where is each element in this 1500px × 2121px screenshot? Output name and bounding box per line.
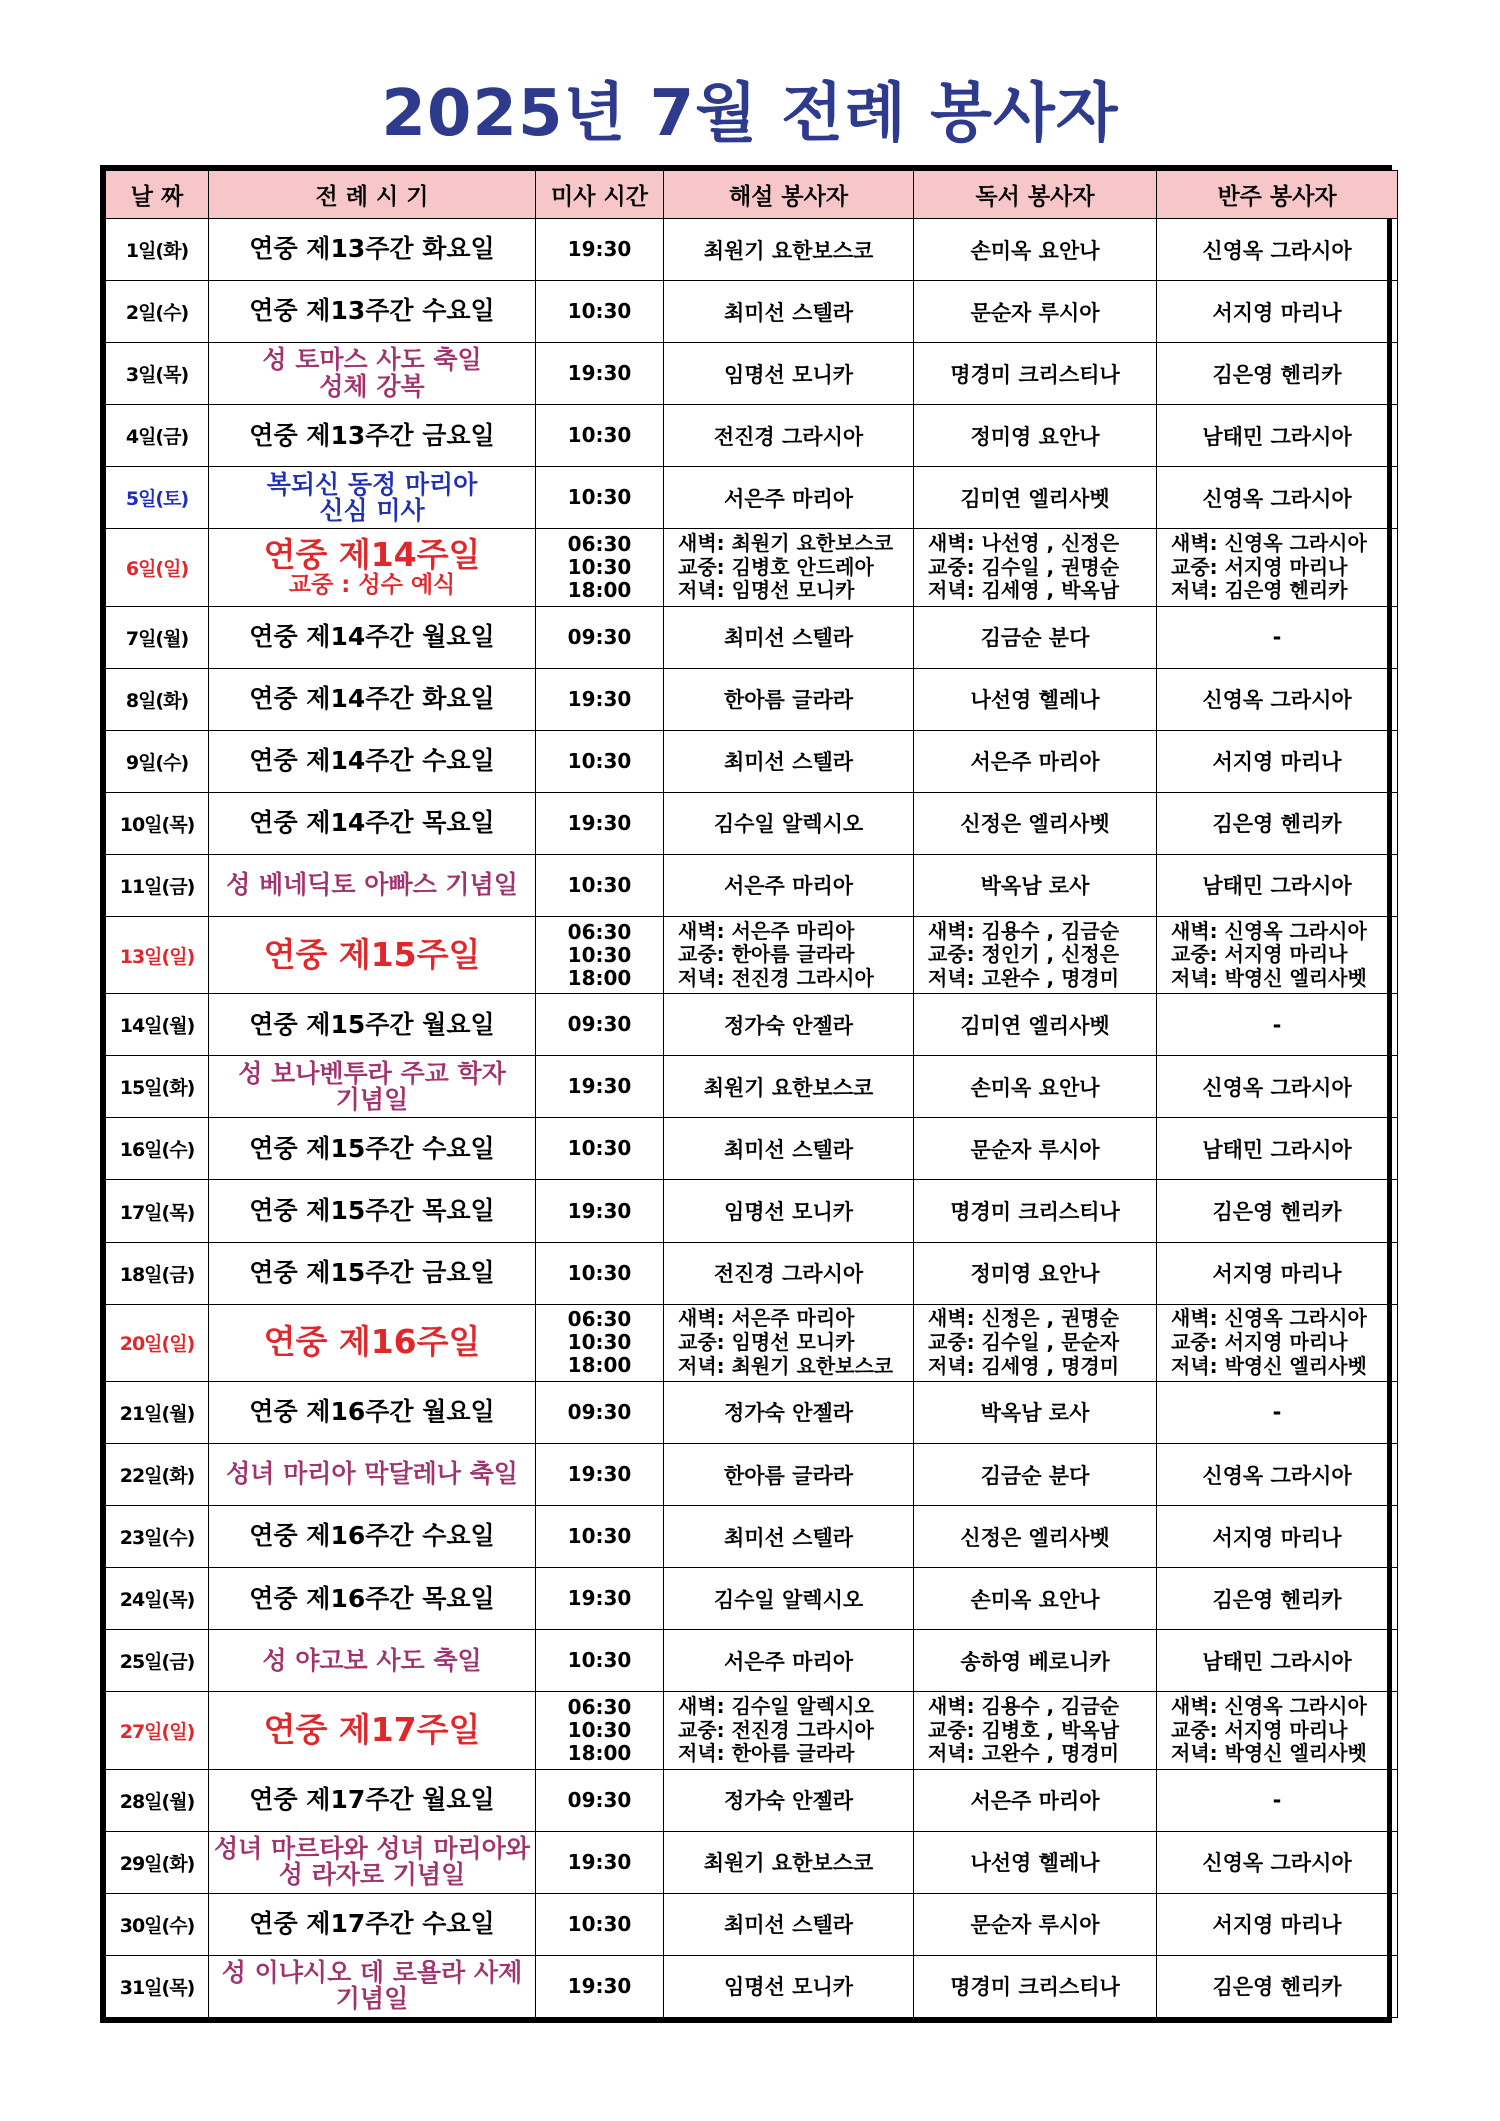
accompaniment-cell [1157,529,1398,606]
time-cell: 10:30 [536,1118,664,1180]
season-line: 성 이냐시오 데 로욜라 사제 [221,1958,523,1988]
commentary-cell: 서은주 마리아 [664,467,914,529]
reading-line: 저녁: 김세영 , 박옥남 [928,578,1120,603]
accompaniment-line: 교중: 서지영 마리나 [1171,942,1348,967]
header-season: 전 례 시 기 [209,171,536,219]
date-cell: 15일(화) [106,1056,209,1118]
reading-cell: 김금순 분다 [914,1443,1157,1505]
date-cell: 31일(목) [106,1955,209,2017]
commentary-line: 교중: 김병호 안드레아 [678,554,874,579]
commentary-line: 저녁: 최원기 요한보스코 [678,1353,894,1378]
header-row [106,171,1398,219]
season-line: 복되신 동정 마리아 [266,469,478,499]
date-cell: 2일(수) [106,281,209,343]
date-cell: 29일(화) [106,1831,209,1893]
time-line: 18:00 [567,1740,632,1765]
reading-cell: 문순자 루시아 [914,1893,1157,1955]
season-cell [209,916,536,993]
season-cell: 연중 제13주간 화요일 [209,219,536,281]
time-cell: 19:30 [536,1955,664,2017]
season-cell [209,1692,536,1769]
date-cell: 24일(목) [106,1568,209,1630]
reading-line: 새벽: 나선영 , 신정은 [928,531,1120,556]
commentary-cell [664,1304,914,1381]
reading-cell: 박옥남 로사 [914,854,1157,916]
time-cell: 19:30 [536,668,664,730]
reading-cell: 신정은 엘리사벳 [914,792,1157,854]
time-cell: 10:30 [536,1506,664,1568]
reading-cell [914,529,1157,606]
commentary-line: 새벽: 서은주 마리아 [678,1306,855,1331]
accompaniment-line: 저녁: 박영신 엘리사벳 [1171,965,1367,990]
time-cell: 10:30 [536,730,664,792]
date-cell: 30일(수) [106,1893,209,1955]
commentary-cell: 정가숙 안젤라 [664,1381,914,1443]
commentary-line: 저녁: 한아름 글라라 [678,1741,855,1766]
reading-cell: 명경미 크리스티나 [914,1955,1157,2017]
commentary-line: 새벽: 최원기 요한보스코 [678,531,894,556]
date-cell: 3일(목) [106,343,209,405]
commentary-cell: 최미선 스텔라 [664,1118,914,1180]
table-row [106,1056,1398,1118]
commentary-cell: 김수일 알렉시오 [664,792,914,854]
time-cell: 19:30 [536,1443,664,1505]
reading-cell: 나선영 헬레나 [914,1831,1157,1893]
time-cell: 10:30 [536,1630,664,1692]
table-row [106,1955,1398,2017]
commentary-cell: 최미선 스텔라 [664,1506,914,1568]
table-row [106,1831,1398,1893]
season-line: 성 보나벤투라 주교 학자 [238,1058,506,1088]
time-line: 10:30 [567,1717,632,1742]
commentary-line: 교중: 전진경 그라시아 [678,1717,874,1742]
reading-line: 교중: 김병호 , 박옥남 [928,1717,1120,1742]
time-line: 10:30 [567,942,632,967]
accompaniment-cell: 김은영 헨리카 [1157,343,1398,405]
time-cell [536,529,664,606]
reading-cell: 신정은 엘리사벳 [914,1506,1157,1568]
season-line: 신심 미사 [319,495,425,525]
commentary-cell: 최미선 스텔라 [664,281,914,343]
season-cell: 연중 제15주간 수요일 [209,1118,536,1180]
time-cell [536,1692,664,1769]
commentary-line: 저녁: 전진경 그라시아 [678,965,874,990]
table-row [106,343,1398,405]
reading-cell: 명경미 크리스티나 [914,343,1157,405]
reading-cell: 김미연 엘리사벳 [914,467,1157,529]
accompaniment-line: 저녁: 박영신 엘리사벳 [1171,1741,1367,1766]
date-cell: 5일(토) [106,467,209,529]
season-cell [209,343,536,405]
date-cell: 18일(금) [106,1242,209,1304]
accompaniment-cell: - [1157,1769,1398,1831]
commentary-cell [664,916,914,993]
season-cell: 연중 제13주간 수요일 [209,281,536,343]
time-cell: 10:30 [536,281,664,343]
reading-cell: 정미영 요안나 [914,405,1157,467]
table-row [106,1443,1398,1505]
commentary-cell: 최미선 스텔라 [664,606,914,668]
date-cell: 21일(월) [106,1381,209,1443]
table-row [106,467,1398,529]
table-row [106,792,1398,854]
time-line: 06:30 [567,1307,632,1332]
time-line: 06:30 [567,919,632,944]
season-main: 연중 제17주일 [263,1710,481,1750]
time-cell: 09:30 [536,606,664,668]
header-accompaniment: 반주 봉사자 [1157,171,1398,219]
commentary-cell: 한아름 글라라 [664,1443,914,1505]
table-row [106,405,1398,467]
table-row [106,1568,1398,1630]
season-cell: 연중 제13주간 금요일 [209,405,536,467]
season-cell: 연중 제15주간 월요일 [209,994,536,1056]
reading-cell: 서은주 마리아 [914,1769,1157,1831]
table-row-sunday [106,916,1398,993]
accompaniment-cell: 신영옥 그라시아 [1157,219,1398,281]
commentary-line: 저녁: 임명선 모니카 [678,578,855,603]
table-row-sunday [106,1692,1398,1769]
accompaniment-cell: - [1157,1381,1398,1443]
reading-cell [914,916,1157,993]
accompaniment-line: 교중: 서지영 마리나 [1171,554,1348,579]
date-cell: 14일(월) [106,994,209,1056]
reading-line: 교중: 정인기 , 신정은 [928,942,1120,967]
date-cell: 11일(금) [106,854,209,916]
time-cell: 10:30 [536,405,664,467]
time-cell: 19:30 [536,1831,664,1893]
reading-line: 새벽: 김용수 , 김금순 [928,1694,1120,1718]
date-cell: 22일(화) [106,1443,209,1505]
reading-line: 교중: 김수일 , 권명순 [928,554,1120,579]
table-row [106,1769,1398,1831]
commentary-line: 새벽: 김수일 알렉시오 [678,1694,874,1718]
commentary-cell: 서은주 마리아 [664,854,914,916]
table-row [106,1180,1398,1242]
accompaniment-cell: 신영옥 그라시아 [1157,668,1398,730]
season-line: 기념일 [335,1984,409,2014]
reading-line: 교중: 김수일 , 문순자 [928,1329,1120,1354]
reading-line: 새벽: 신정은 , 권명순 [928,1306,1120,1331]
time-cell: 19:30 [536,1180,664,1242]
accompaniment-line: 새벽: 신영옥 그라시아 [1171,1306,1367,1331]
reading-cell: 김금순 분다 [914,606,1157,668]
reading-cell: 문순자 루시아 [914,1118,1157,1180]
reading-cell: 명경미 크리스티나 [914,1180,1157,1242]
table-row [106,854,1398,916]
time-cell: 09:30 [536,1381,664,1443]
table-row [106,1893,1398,1955]
accompaniment-cell: 서지영 마리나 [1157,281,1398,343]
accompaniment-line: 저녁: 김은영 헨리카 [1171,578,1348,603]
reading-cell [914,1692,1157,1769]
date-cell: 9일(수) [106,730,209,792]
date-cell: 8일(화) [106,668,209,730]
page-title: 2025년 7월 전례 봉사자 [381,77,1119,151]
accompaniment-cell: 김은영 헨리카 [1157,792,1398,854]
commentary-cell: 임명선 모니카 [664,1955,914,2017]
commentary-cell: 정가숙 안젤라 [664,994,914,1056]
commentary-cell: 최미선 스텔라 [664,730,914,792]
date-cell: 1일(화) [106,219,209,281]
table-row [106,668,1398,730]
accompaniment-cell: - [1157,994,1398,1056]
commentary-cell [664,1692,914,1769]
commentary-cell: 김수일 알렉시오 [664,1568,914,1630]
reading-cell: 손미옥 요안나 [914,1568,1157,1630]
season-cell: 연중 제14주간 화요일 [209,668,536,730]
reading-line: 저녁: 고완수 , 명경미 [928,965,1120,990]
header-commentary: 해설 봉사자 [664,171,914,219]
date-cell: 23일(수) [106,1506,209,1568]
reading-cell: 정미영 요안나 [914,1242,1157,1304]
header-time: 미사 시간 [536,171,664,219]
header-reading: 독서 봉사자 [914,171,1157,219]
season-line: 성 라자로 기념일 [278,1860,466,1890]
accompaniment-cell: 김은영 헨리카 [1157,1568,1398,1630]
accompaniment-line: 새벽: 신영옥 그라시아 [1171,531,1367,556]
time-cell: 10:30 [536,1242,664,1304]
time-line: 10:30 [567,1330,632,1355]
season-cell [209,1304,536,1381]
commentary-cell: 임명선 모니카 [664,343,914,405]
reading-cell: 김미연 엘리사벳 [914,994,1157,1056]
schedule-table-frame [100,165,1392,2023]
season-cell: 성 야고보 사도 축일 [209,1630,536,1692]
accompaniment-cell: 남태민 그라시아 [1157,1118,1398,1180]
accompaniment-cell: - [1157,606,1398,668]
accompaniment-line: 새벽: 신영옥 그라시아 [1171,1694,1367,1718]
season-cell [209,1056,536,1118]
reading-cell: 송하영 베로니카 [914,1630,1157,1692]
date-cell: 4일(금) [106,405,209,467]
season-cell [209,1955,536,2017]
accompaniment-cell: 신영옥 그라시아 [1157,1831,1398,1893]
commentary-line: 교중: 한아름 글라라 [678,942,855,967]
time-cell: 10:30 [536,854,664,916]
time-line: 18:00 [567,965,632,990]
commentary-cell: 한아름 글라라 [664,668,914,730]
season-cell: 연중 제14주간 수요일 [209,730,536,792]
time-line: 06:30 [567,1694,632,1719]
season-cell: 연중 제17주간 월요일 [209,1769,536,1831]
commentary-cell: 전진경 그라시아 [664,1242,914,1304]
date-cell: 17일(목) [106,1180,209,1242]
date-cell: 16일(수) [106,1118,209,1180]
season-main: 연중 제16주일 [263,1322,481,1362]
reading-line: 저녁: 고완수 , 명경미 [928,1741,1120,1766]
time-cell: 10:30 [536,467,664,529]
reading-line: 새벽: 김용수 , 김금순 [928,918,1120,943]
reading-cell: 나선영 헬레나 [914,668,1157,730]
season-cell: 연중 제15주간 금요일 [209,1242,536,1304]
season-cell: 연중 제14주간 월요일 [209,606,536,668]
time-cell: 19:30 [536,1568,664,1630]
commentary-cell: 최원기 요한보스코 [664,219,914,281]
season-cell [209,1831,536,1893]
table-row [106,1630,1398,1692]
accompaniment-cell [1157,916,1398,993]
accompaniment-cell: 서지영 마리나 [1157,730,1398,792]
commentary-line: 교중: 임명선 모니카 [678,1329,855,1354]
date-cell: 10일(목) [106,792,209,854]
season-main: 연중 제15주일 [263,934,481,974]
date-cell: 28일(월) [106,1769,209,1831]
table-row [106,1118,1398,1180]
time-cell: 19:30 [536,792,664,854]
header-date: 날 짜 [106,171,209,219]
season-cell: 연중 제15주간 목요일 [209,1180,536,1242]
reading-cell: 문순자 루시아 [914,281,1157,343]
date-cell: 13일(일) [106,916,209,993]
season-cell: 연중 제16주간 월요일 [209,1381,536,1443]
commentary-cell [664,529,914,606]
reading-line: 저녁: 김세영 , 명경미 [928,1353,1120,1378]
accompaniment-cell: 신영옥 그라시아 [1157,1056,1398,1118]
table-row [106,1381,1398,1443]
accompaniment-cell: 서지영 마리나 [1157,1242,1398,1304]
accompaniment-cell: 남태민 그라시아 [1157,1630,1398,1692]
season-main: 연중 제14주일 [263,535,481,575]
time-line: 06:30 [567,531,632,556]
accompaniment-line: 저녁: 박영신 엘리사벳 [1171,1353,1367,1378]
time-cell: 09:30 [536,1769,664,1831]
commentary-cell: 서은주 마리아 [664,1630,914,1692]
time-line: 10:30 [567,554,632,579]
season-line: 성체 강복 [319,371,425,401]
table-row [106,730,1398,792]
accompaniment-cell: 김은영 헨리카 [1157,1955,1398,2017]
date-cell: 25일(금) [106,1630,209,1692]
season-line: 기념일 [335,1084,409,1114]
accompaniment-cell: 서지영 마리나 [1157,1506,1398,1568]
season-cell: 성 베네딕토 아빠스 기념일 [209,854,536,916]
table-row-sunday [106,1304,1398,1381]
season-cell: 연중 제17주간 수요일 [209,1893,536,1955]
accompaniment-line: 교중: 서지영 마리나 [1171,1329,1348,1354]
table-row [106,219,1398,281]
accompaniment-cell [1157,1692,1398,1769]
season-sub: 교중 : 성수 예식 [288,571,456,598]
table-row [106,1506,1398,1568]
reading-cell: 서은주 마리아 [914,730,1157,792]
commentary-cell: 정가숙 안젤라 [664,1769,914,1831]
reading-cell: 손미옥 요안나 [914,1056,1157,1118]
commentary-cell: 임명선 모니카 [664,1180,914,1242]
time-cell [536,916,664,993]
accompaniment-cell [1157,1304,1398,1381]
table-row [106,281,1398,343]
date-cell: 7일(월) [106,606,209,668]
accompaniment-cell: 신영옥 그라시아 [1157,1443,1398,1505]
date-cell: 6일(일) [106,529,209,606]
commentary-cell: 전진경 그라시아 [664,405,914,467]
reading-cell: 박옥남 로사 [914,1381,1157,1443]
season-line: 성 토마스 사도 축일 [262,345,482,375]
accompaniment-cell: 신영옥 그라시아 [1157,467,1398,529]
table-row [106,994,1398,1056]
table-row [106,1242,1398,1304]
season-cell: 연중 제16주간 수요일 [209,1506,536,1568]
accompaniment-line: 새벽: 신영옥 그라시아 [1171,918,1367,943]
commentary-cell: 최미선 스텔라 [664,1893,914,1955]
time-cell: 19:30 [536,1056,664,1118]
time-cell: 19:30 [536,343,664,405]
season-cell [209,529,536,606]
time-line: 18:00 [567,1353,632,1378]
time-cell [536,1304,664,1381]
season-cell: 연중 제14주간 목요일 [209,792,536,854]
reading-cell: 손미옥 요안나 [914,219,1157,281]
date-cell: 27일(일) [106,1692,209,1769]
season-cell: 연중 제16주간 목요일 [209,1568,536,1630]
commentary-cell: 최원기 요한보스코 [664,1831,914,1893]
season-cell [209,467,536,529]
schedule-table [105,170,1398,2018]
season-line: 성녀 마르타와 성녀 마리아와 [214,1833,530,1863]
commentary-cell: 최원기 요한보스코 [664,1056,914,1118]
commentary-line: 새벽: 서은주 마리아 [678,918,855,943]
season-cell: 성녀 마리아 막달레나 축일 [209,1443,536,1505]
reading-cell [914,1304,1157,1381]
accompaniment-cell: 남태민 그라시아 [1157,854,1398,916]
date-cell: 20일(일) [106,1304,209,1381]
time-line: 18:00 [567,577,632,602]
accompaniment-line: 교중: 서지영 마리나 [1171,1717,1348,1742]
time-cell: 19:30 [536,219,664,281]
schedule-body [106,219,1398,2018]
table-row [106,606,1398,668]
time-cell: 09:30 [536,994,664,1056]
accompaniment-cell: 남태민 그라시아 [1157,405,1398,467]
accompaniment-cell: 김은영 헨리카 [1157,1180,1398,1242]
time-cell: 10:30 [536,1893,664,1955]
table-row-sunday [106,529,1398,606]
accompaniment-cell: 서지영 마리나 [1157,1893,1398,1955]
